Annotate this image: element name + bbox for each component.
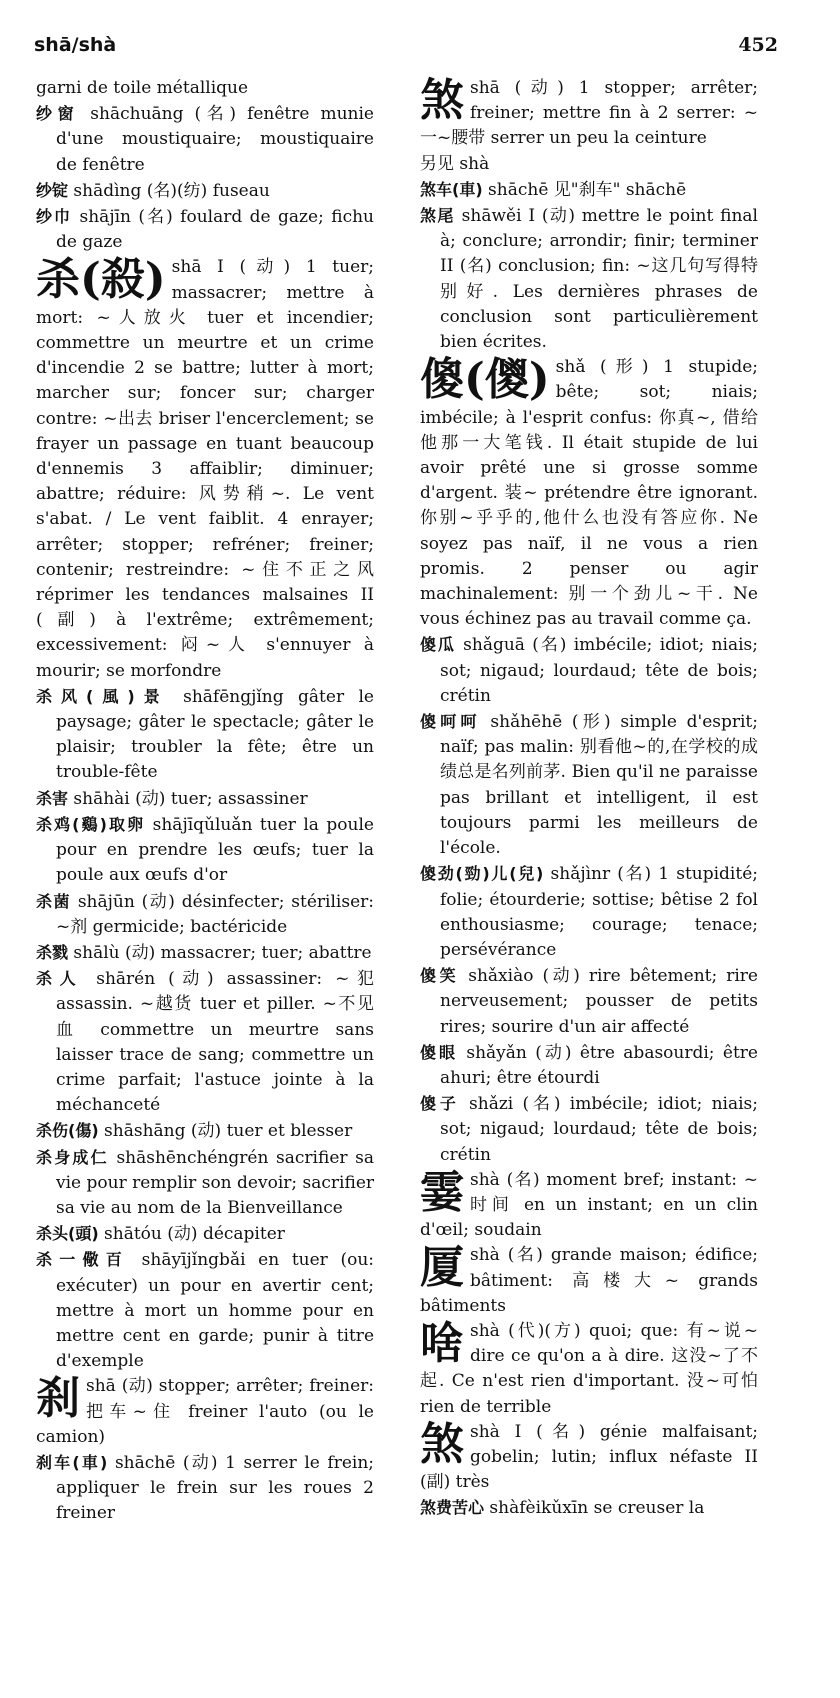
dictionary-entry <box>36 1450 374 1527</box>
dictionary-entry <box>36 204 374 255</box>
entry-definition: shàfèikǔxīn se creuser la <box>484 1498 705 1519</box>
entry-headword: 杀害 <box>36 788 69 808</box>
entry-headword: 杀(殺) <box>36 254 166 306</box>
dictionary-entry <box>36 1118 374 1144</box>
entry-definition: shāfēngjǐng gâter le paysage; gâter le spectacle; gâter le plaisir; troubler la fête; être un trouble-fête <box>56 686 374 783</box>
entry-headword: 傻(儍) <box>420 354 550 406</box>
dictionary-entry <box>420 203 758 355</box>
dictionary-entry <box>36 786 374 812</box>
entry-headword: 杀伤(傷) <box>36 1121 99 1141</box>
main-entry <box>420 355 758 632</box>
entry-definition: shǎzi (名) imbécile; idiot; niais; sot; nigaud; lourdaud; tête de bois; crétin <box>440 1094 758 1165</box>
dictionary-entry <box>420 709 758 861</box>
dictionary-entry <box>36 1247 374 1374</box>
entry-headword: 纱窗 <box>36 104 80 124</box>
entry-definition: shājūn (动) désinfecter; stériliser: ~剂 germicide; bactéricide <box>56 891 374 937</box>
entry-headword: 刹 <box>36 1373 80 1425</box>
entry-headword: 刹车(車) <box>36 1452 108 1472</box>
entry-headword: 杀身成仁 <box>36 1147 109 1167</box>
main-entry <box>420 1168 758 1244</box>
dictionary-entry <box>36 1145 374 1222</box>
main-entry <box>36 1374 374 1450</box>
dictionary-entry <box>420 1040 758 1091</box>
entry-headword: 杀人 <box>36 969 84 989</box>
main-entry <box>420 1243 758 1319</box>
entry-definition: shāchē (动) 1 serrer le frein; appliquer le frein sur les roues 2 freiner <box>56 1452 374 1524</box>
main-entry <box>420 1319 758 1420</box>
entry-definition: shā (动) 1 stopper; arrêter; freiner; mettre fin à 2 serrer: ~一~腰带 serrer un peu la ceinture <box>420 78 758 149</box>
entry-headword: 傻笑 <box>420 966 460 986</box>
right-column <box>420 76 758 1522</box>
dictionary-entry <box>420 177 758 203</box>
dictionary-entry <box>420 632 758 709</box>
dictionary-entry <box>36 1221 374 1247</box>
entry-headword: 杀菌 <box>36 891 71 911</box>
entry-headword: 厦 <box>420 1242 464 1294</box>
entry-definition: shà I (名) génie malfaisant; gobelin; lutin; influx néfaste II (副) très <box>420 1421 758 1493</box>
continuation-line: 另见 shà <box>420 153 490 174</box>
entry-definition: shādìng (名)(纺) fuseau <box>68 180 270 201</box>
entry-definition: shà (名) grande maison; édifice; bâtiment: 高楼大~ grands bâtiments <box>420 1245 758 1316</box>
entry-headword: 杀一儆百 <box>36 1250 130 1270</box>
entry-headword: 杀风(風)景 <box>36 686 169 706</box>
dictionary-entry <box>420 1091 758 1168</box>
entry-headword: 霎 <box>420 1166 464 1218</box>
entry-definition: shā I (动) 1 tuer; massacrer; mettre à mort: ~人放火 tuer et incendier; commettre un meurtre et un crime d'incendie 2 se battre; lutter à mort; marcher sur; foncer sur; charger contre: ~出去 briser l'encerclement; se frayer un passage en tuant beaucoup d'ennemis 3 affaiblir; diminuer; abattre; réduire: 风势稍~. Le vent s'abat. / Le vent faiblit. 4 enrayer; arrêter; stopper; refréner; freiner; contenir; restreindre: ~住不正之风 réprimer les tendances malsaines II (副) à l'extrême; extrêmement; excessivement: 闷~人 s'ennuyer à mourir; se morfondre <box>36 257 374 681</box>
entry-definition: shāchuāng (名) fenêtre munie d'une moustiquaire; moustiquaire de fenêtre <box>56 104 374 175</box>
dictionary-entry <box>36 889 374 940</box>
dictionary-entry <box>420 861 758 963</box>
entry-headword: 纱巾 <box>36 207 73 227</box>
entry-headword: 啥 <box>420 1317 464 1369</box>
entry-definition: shǎguā (名) imbécile; idiot; niais; sot; nigaud; lourdaud; tête de bois; crétin <box>440 635 758 706</box>
running-head: shā/shà <box>34 34 117 56</box>
entry-headword: 傻瓜 <box>420 635 456 655</box>
main-entry <box>420 1420 758 1496</box>
entry-definition: shà (名) moment bref; instant: ~时间 en un instant; en un clin d'œil; soudain <box>420 1169 758 1241</box>
entry-headword: 傻眼 <box>420 1042 458 1062</box>
entry-definition: shāshāng (动) tuer et blesser <box>98 1121 353 1142</box>
entry-headword: 纱锭 <box>36 180 69 200</box>
entry-headword: 傻子 <box>420 1094 460 1114</box>
entry-definition: shā (动) stopper; arrêter; freiner: 把车~住 freiner l'auto (ou le camion) <box>36 1376 374 1447</box>
entry-definition: shǎxiào (动) rire bêtement; rire nerveusement; pousser de petits rires; sourire d'un air affecté <box>440 966 758 1037</box>
entry-headword: 杀戮 <box>36 942 69 962</box>
dictionary-entry <box>36 101 374 178</box>
dictionary-entry <box>36 966 374 1118</box>
entry-definition: shāhài (动) tuer; assassiner <box>68 788 308 809</box>
dictionary-entry <box>420 963 758 1040</box>
entry-definition: shāshēnchéngrén sacrifier sa vie pour remplir son devoir; sacrifier sa vie au nom de la Bienveillance <box>56 1147 374 1218</box>
entry-definition: shǎhēhē (形) simple d'esprit; naïf; pas malin: 别看他~的,在学校的成绩总是名列前茅. Bien qu'il ne paraisse pas brillant et intelligent, il est toujours parmi les meilleurs de l'école. <box>440 712 758 859</box>
entry-headword: 煞费苦心 <box>420 1498 485 1518</box>
entry-definition: shǎ (形) 1 stupide; bête; sot; niais; imbécile; à l'esprit confus: 你真~, 借给他那一大笔钱. Il était stupide de lui avoir prêté une si grosse somme d'argent. 装~ prétendre être ignorant. 你别~乎乎的,他什么也没有答应你. Ne soyez pas naïf, il ne vous a rien promis. 2 penser ou agir machinalement: 别一个劲儿~干. Ne vous échinez pas au travail comme ça. <box>420 357 758 630</box>
entry-definition: shāyījǐngbǎi en tuer (ou: exécuter) un pour en avertir cent; mettre à mort un homme pour en mettre cent en garde; punir à titre d'exemple <box>56 1250 374 1372</box>
entry-definition: shǎjìnr (名) 1 stupidité; folie; étourderie; sottise; bêtise 2 fol enthousiasme; courage; tenace; persévérance <box>440 864 758 960</box>
main-entry <box>420 76 758 152</box>
dictionary-entry <box>36 940 374 966</box>
dictionary-entry <box>36 178 374 204</box>
entry-definition: shāchē 见"刹车" shāchē <box>482 179 687 200</box>
entry-definition: shājīn (名) foulard de gaze; fichu de gaze <box>56 207 374 253</box>
entry-definition: shālù (动) massacrer; tuer; abattre <box>68 942 372 963</box>
entry-headword: 傻呵呵 <box>420 712 481 732</box>
entry-headword: 煞 <box>420 1418 464 1470</box>
entry-headword: 傻劲(勁)儿(兒) <box>420 864 544 884</box>
entry-definition: shātóu (动) décapiter <box>98 1224 285 1245</box>
left-column <box>36 76 374 1527</box>
entry-headword: 杀鸡(鷄)取卵 <box>36 814 146 834</box>
entry-headword: 煞车(車) <box>420 179 483 199</box>
main-entry <box>36 255 374 683</box>
entry-definition: shārén (动) assassiner: ~犯 assassin. ~越货 tuer et piller. ~不见血 commettre un meurtre sans laisser trace de sang; commettre un crime parfait; l'astuce jointe à la méchanceté <box>56 969 374 1116</box>
entry-definition: shāwěi I (动) mettre le point final à; conclure; arrondir; finir; terminer II (名) conclusion; fin: ~这几句写得特别好. Les dernières phrases de conclusion sont particulièrement bien écrites. <box>440 206 758 353</box>
entry-headword: 煞尾 <box>420 206 455 226</box>
entry-definition: shājīqǔluǎn tuer la poule pour en prendre les œufs; tuer la poule aux œufs d'or <box>56 814 374 886</box>
dictionary-entry <box>420 1495 758 1521</box>
entry-headword: 杀头(頭) <box>36 1224 99 1244</box>
page-number: 452 <box>738 34 778 56</box>
entry-headword: 煞 <box>420 75 464 126</box>
entry-definition: shǎyǎn (动) être abasourdi; être ahuri; être étourdi <box>440 1042 758 1088</box>
dictionary-entry <box>36 684 374 786</box>
continuation-line: garni de toile métallique <box>36 78 249 98</box>
dictionary-entry <box>36 812 374 889</box>
entry-definition: shà (代)(方) quoi; que: 有~说~ dire ce qu'on a à dire. 这没~了不起. Ce n'est rien d'important. 没~可怕 rien de terrible <box>420 1320 758 1417</box>
